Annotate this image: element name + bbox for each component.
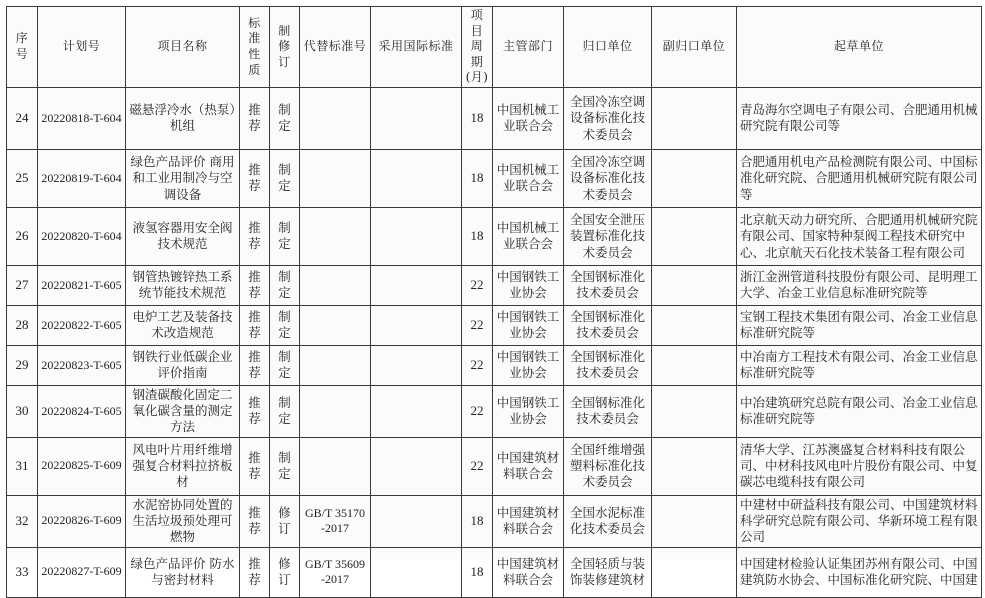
header-row xyxy=(7,7,982,88)
table-row xyxy=(7,149,982,207)
table-row xyxy=(7,495,982,547)
cell-competent-department: 中国钢铁工业协会 xyxy=(493,265,564,305)
cell-project-name: 液氢容器用安全阀技术规范 xyxy=(126,207,240,265)
cell-project-period: 22 xyxy=(462,385,493,437)
header-seq: 序号 xyxy=(7,7,38,88)
cell-project-period: 22 xyxy=(462,265,493,305)
cell-competent-department: 中国机械工业联合会 xyxy=(493,207,564,265)
cell-project-name: 风电叶片用纤维增强复合材料拉挤板材 xyxy=(126,437,240,495)
cell-vice-responsible-unit xyxy=(652,495,737,547)
cell-replaced-standard xyxy=(300,305,371,345)
cell-seq: 32 xyxy=(7,495,38,547)
cell-vice-responsible-unit xyxy=(652,437,737,495)
cell-revision-type: 修订 xyxy=(270,547,300,597)
cell-vice-responsible-unit xyxy=(652,385,737,437)
cell-responsible-unit: 全国轻质与装饰装修建筑材 xyxy=(564,547,652,597)
cell-drafting-units: 北京航天动力研究所、合肥通用机械研究院有限公司、国家特种泵阀工程技术研究中心、北京航天石化技术装备工程有限公司 xyxy=(737,207,982,265)
cell-standard-nature: 推荐 xyxy=(240,305,270,345)
cell-competent-department: 中国建筑材料联合会 xyxy=(493,437,564,495)
cell-seq: 31 xyxy=(7,437,38,495)
cell-international-standard xyxy=(371,437,462,495)
cell-replaced-standard xyxy=(300,265,371,305)
cell-replaced-standard xyxy=(300,149,371,207)
cell-international-standard xyxy=(371,495,462,547)
cell-revision-type: 制定 xyxy=(270,149,300,207)
header-replaced-standard: 代替标准号 xyxy=(300,7,371,88)
header-standard-nature: 标准性质 xyxy=(240,7,270,88)
cell-project-name: 钢管热镀锌热工系统节能技术规范 xyxy=(126,265,240,305)
cell-drafting-units: 合肥通用机电产品检测院有限公司、中国标准化研究院、合肥通用机械研究院有限公司等 xyxy=(737,149,982,207)
cell-project-name: 电炉工艺及装备技术改造规范 xyxy=(126,305,240,345)
cell-responsible-unit: 全国冷冻空调设备标准化技术委员会 xyxy=(564,87,652,149)
cell-project-name: 水泥窑协同处置的生活垃圾预处理可燃物 xyxy=(126,495,240,547)
cell-project-name: 绿色产品评价 防水与密封材料 xyxy=(126,547,240,597)
cell-international-standard xyxy=(371,149,462,207)
cell-seq: 30 xyxy=(7,385,38,437)
cell-standard-nature: 推荐 xyxy=(240,87,270,149)
cell-plan-number: 20220821-T-605 xyxy=(38,265,126,305)
cell-vice-responsible-unit xyxy=(652,547,737,597)
cell-competent-department: 中国钢铁工业协会 xyxy=(493,305,564,345)
cell-revision-type: 制定 xyxy=(270,207,300,265)
cell-responsible-unit: 全国钢标准化技术委员会 xyxy=(564,345,652,385)
cell-replaced-standard: GB/T 35170-2017 xyxy=(300,495,371,547)
cell-project-period: 18 xyxy=(462,547,493,597)
cell-drafting-units: 中国建材检验认证集团苏州有限公司、中国建筑防水协会、中国标准化研究院、中国建 xyxy=(737,547,982,597)
cell-vice-responsible-unit xyxy=(652,265,737,305)
table-row xyxy=(7,305,982,345)
cell-drafting-units: 中建材中研益科技有限公司、中国建筑材料科学研究总院有限公司、华新环境工程有限公司 xyxy=(737,495,982,547)
header-vice-responsible-unit: 副归口单位 xyxy=(652,7,737,88)
cell-replaced-standard xyxy=(300,345,371,385)
cell-seq: 25 xyxy=(7,149,38,207)
cell-replaced-standard xyxy=(300,385,371,437)
cell-international-standard xyxy=(371,265,462,305)
cell-project-name: 钢渣碳酸化固定二氧化碳含量的测定方法 xyxy=(126,385,240,437)
cell-competent-department: 中国机械工业联合会 xyxy=(493,87,564,149)
cell-drafting-units: 青岛海尔空调电子有限公司、合肥通用机械研究院有限公司等 xyxy=(737,87,982,149)
cell-international-standard xyxy=(371,87,462,149)
cell-plan-number: 20220819-T-604 xyxy=(38,149,126,207)
cell-standard-nature: 推荐 xyxy=(240,345,270,385)
cell-standard-nature: 推荐 xyxy=(240,437,270,495)
cell-drafting-units: 中冶建筑研究总院有限公司、冶金工业信息标准研究院等 xyxy=(737,385,982,437)
cell-replaced-standard xyxy=(300,207,371,265)
cell-plan-number: 20220820-T-604 xyxy=(38,207,126,265)
cell-standard-nature: 推荐 xyxy=(240,385,270,437)
cell-plan-number: 20220818-T-604 xyxy=(38,87,126,149)
cell-vice-responsible-unit xyxy=(652,149,737,207)
cell-seq: 28 xyxy=(7,305,38,345)
table-row xyxy=(7,385,982,437)
cell-international-standard xyxy=(371,385,462,437)
cell-project-period: 22 xyxy=(462,345,493,385)
cell-project-name: 钢铁行业低碳企业评价指南 xyxy=(126,345,240,385)
cell-drafting-units: 浙江金洲管道科技股份有限公司、昆明理工大学、冶金工业信息标准研究院等 xyxy=(737,265,982,305)
cell-revision-type: 制定 xyxy=(270,87,300,149)
cell-plan-number: 20220825-T-609 xyxy=(38,437,126,495)
header-international-standard: 采用国际标准 xyxy=(371,7,462,88)
cell-plan-number: 20220826-T-609 xyxy=(38,495,126,547)
table-row xyxy=(7,207,982,265)
cell-competent-department: 中国钢铁工业协会 xyxy=(493,385,564,437)
cell-drafting-units: 清华大学、江苏澳盛复合材料科技有限公司、中材科技风电叶片股份有限公司、中复碳芯电缆科技有限公司 xyxy=(737,437,982,495)
cell-standard-nature: 推荐 xyxy=(240,547,270,597)
cell-project-name: 磁悬浮冷水（热泵）机组 xyxy=(126,87,240,149)
cell-responsible-unit: 全国纤维增强塑料标准化技术委员会 xyxy=(564,437,652,495)
cell-project-period: 18 xyxy=(462,207,493,265)
header-project-name: 项目名称 xyxy=(126,7,240,88)
cell-vice-responsible-unit xyxy=(652,207,737,265)
cell-vice-responsible-unit xyxy=(652,87,737,149)
cell-plan-number: 20220823-T-605 xyxy=(38,345,126,385)
cell-replaced-standard xyxy=(300,437,371,495)
standards-plan-table xyxy=(6,6,982,598)
cell-responsible-unit: 全国安全泄压装置标准化技术委员会 xyxy=(564,207,652,265)
header-responsible-unit: 归口单位 xyxy=(564,7,652,88)
cell-standard-nature: 推荐 xyxy=(240,265,270,305)
table-row xyxy=(7,265,982,305)
cell-competent-department: 中国机械工业联合会 xyxy=(493,149,564,207)
table-row xyxy=(7,437,982,495)
cell-international-standard xyxy=(371,305,462,345)
cell-project-period: 22 xyxy=(462,437,493,495)
cell-plan-number: 20220827-T-609 xyxy=(38,547,126,597)
cell-seq: 24 xyxy=(7,87,38,149)
cell-replaced-standard: GB/T 35609-2017 xyxy=(300,547,371,597)
cell-drafting-units: 宝钢工程技术集团有限公司、冶金工业信息标准研究院等 xyxy=(737,305,982,345)
cell-seq: 27 xyxy=(7,265,38,305)
cell-seq: 26 xyxy=(7,207,38,265)
header-plan-number: 计划号 xyxy=(38,7,126,88)
cell-responsible-unit: 全国水泥标准化技术委员会 xyxy=(564,495,652,547)
standards-plan-page xyxy=(6,6,981,588)
table-row xyxy=(7,87,982,149)
cell-revision-type: 制定 xyxy=(270,385,300,437)
cell-responsible-unit: 全国冷冻空调设备标准化技术委员会 xyxy=(564,149,652,207)
cell-competent-department: 中国钢铁工业协会 xyxy=(493,345,564,385)
cell-replaced-standard xyxy=(300,87,371,149)
cell-revision-type: 制定 xyxy=(270,265,300,305)
cell-international-standard xyxy=(371,207,462,265)
header-project-period: 项目周期(月) xyxy=(462,7,493,88)
cell-revision-type: 制定 xyxy=(270,437,300,495)
cell-seq: 29 xyxy=(7,345,38,385)
cell-international-standard xyxy=(371,345,462,385)
cell-international-standard xyxy=(371,547,462,597)
header-drafting-units: 起草单位 xyxy=(737,7,982,88)
table-row xyxy=(7,345,982,385)
cell-competent-department: 中国建筑材料联合会 xyxy=(493,547,564,597)
cell-standard-nature: 推荐 xyxy=(240,207,270,265)
cell-revision-type: 制定 xyxy=(270,345,300,385)
cell-responsible-unit: 全国钢标准化技术委员会 xyxy=(564,265,652,305)
header-revision-type: 制修订 xyxy=(270,7,300,88)
cell-standard-nature: 推荐 xyxy=(240,495,270,547)
cell-project-period: 18 xyxy=(462,87,493,149)
cell-seq: 33 xyxy=(7,547,38,597)
cell-competent-department: 中国建筑材料联合会 xyxy=(493,495,564,547)
cell-plan-number: 20220822-T-605 xyxy=(38,305,126,345)
cell-project-period: 22 xyxy=(462,305,493,345)
cell-plan-number: 20220824-T-605 xyxy=(38,385,126,437)
cell-standard-nature: 推荐 xyxy=(240,149,270,207)
cell-vice-responsible-unit xyxy=(652,345,737,385)
cell-project-period: 18 xyxy=(462,149,493,207)
cell-revision-type: 制定 xyxy=(270,305,300,345)
cell-project-period: 18 xyxy=(462,495,493,547)
cell-revision-type: 修订 xyxy=(270,495,300,547)
table-row xyxy=(7,547,982,597)
cell-drafting-units: 中冶南方工程技术有限公司、冶金工业信息标准研究院等 xyxy=(737,345,982,385)
cell-vice-responsible-unit xyxy=(652,305,737,345)
cell-responsible-unit: 全国钢标准化技术委员会 xyxy=(564,385,652,437)
header-competent-department: 主管部门 xyxy=(493,7,564,88)
cell-responsible-unit: 全国钢标准化技术委员会 xyxy=(564,305,652,345)
cell-project-name: 绿色产品评价 商用和工业用制冷与空调设备 xyxy=(126,149,240,207)
